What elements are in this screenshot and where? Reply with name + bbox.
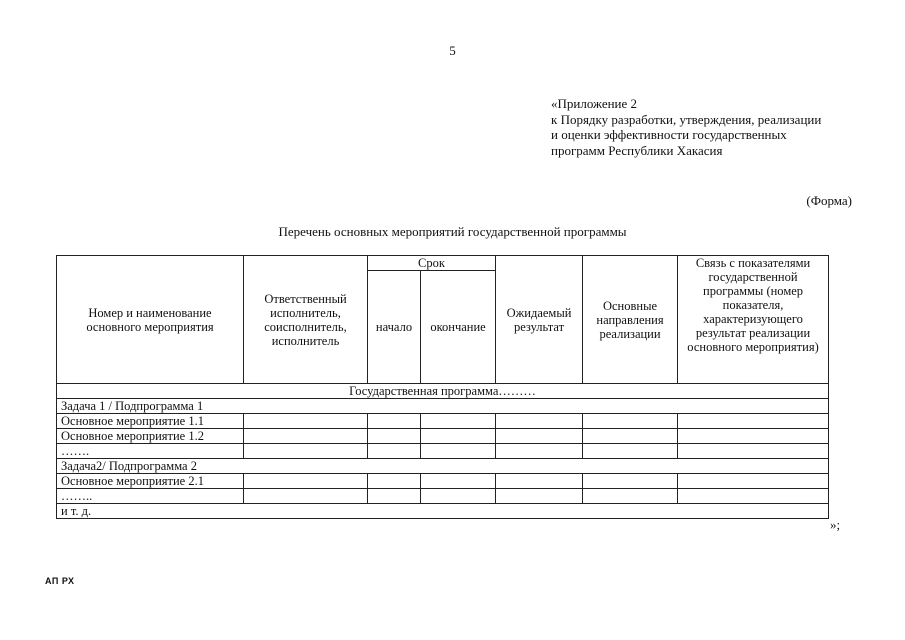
empty-cell (368, 414, 421, 429)
empty-cell (678, 429, 829, 444)
page-number: 5 (449, 43, 456, 58)
empty-cell (496, 489, 583, 504)
closing-quote: »; (830, 517, 841, 532)
empty-cell (421, 474, 496, 489)
row-label: Задача 1 / Подпрограмма 1 (57, 399, 829, 414)
row-label: Основное мероприятие 2.1 (57, 474, 244, 489)
empty-cell (583, 489, 678, 504)
empty-cell (496, 444, 583, 459)
empty-cell (496, 474, 583, 489)
row-label: ……. (57, 444, 244, 459)
header-executor: Ответственный исполнитель, соисполнитель, исполнитель (244, 256, 368, 384)
row-label: и т. д. (57, 504, 829, 519)
document-title: Перечень основных мероприятий государственной программы (278, 224, 627, 239)
header-end: окончание (421, 271, 496, 384)
header-result: Ожидаемый результат (496, 256, 583, 384)
header-name: Номер и наименование основного мероприятия (57, 256, 244, 384)
empty-cell (244, 474, 368, 489)
empty-cell (678, 474, 829, 489)
appendix-line: программ Республики Хакасия (551, 142, 723, 158)
row-label: …….. (57, 489, 244, 504)
header-directions: Основные направления реализации (583, 256, 678, 384)
empty-cell (421, 429, 496, 444)
empty-cell (583, 414, 678, 429)
empty-cell (583, 444, 678, 459)
program-row: Государственная программа……… (57, 384, 829, 399)
empty-cell (368, 489, 421, 504)
row-label: Основное мероприятие 1.1 (57, 414, 244, 429)
empty-cell (368, 429, 421, 444)
empty-cell (678, 414, 829, 429)
empty-cell (421, 444, 496, 459)
table-row (57, 489, 829, 504)
footer-mark: АП РХ (45, 576, 75, 586)
table-row (57, 504, 829, 519)
empty-cell (678, 444, 829, 459)
row-label: Основное мероприятие 1.2 (57, 429, 244, 444)
empty-cell (244, 444, 368, 459)
header-start: начало (368, 271, 421, 384)
empty-cell (421, 414, 496, 429)
table-row (57, 474, 829, 489)
appendix-caption (551, 96, 821, 158)
table-row (57, 429, 829, 444)
empty-cell (421, 489, 496, 504)
empty-cell (368, 474, 421, 489)
appendix-line: и оценки эффективности государственных (551, 127, 787, 142)
table-row (57, 444, 829, 459)
empty-cell (244, 429, 368, 444)
table-row (57, 399, 829, 414)
empty-cell (678, 489, 829, 504)
appendix-line: «Приложение 2 (551, 96, 638, 111)
empty-cell (244, 489, 368, 504)
appendix-line: к Порядку разработки, утверждения, реализации (551, 111, 822, 127)
form-label: (Форма) (806, 193, 852, 208)
header-term: Срок (368, 256, 496, 271)
empty-cell (583, 474, 678, 489)
table-row (57, 414, 829, 429)
empty-cell (244, 414, 368, 429)
table-row (57, 459, 829, 474)
measures-table (56, 255, 829, 519)
empty-cell (368, 444, 421, 459)
row-label: Задача2/ Подпрограмма 2 (57, 459, 829, 474)
empty-cell (496, 414, 583, 429)
header-link: Связь с показателями государственной программы (номер показателя, характеризующего результат реализации основного мероприятия) (678, 256, 829, 384)
empty-cell (583, 429, 678, 444)
empty-cell (496, 429, 583, 444)
